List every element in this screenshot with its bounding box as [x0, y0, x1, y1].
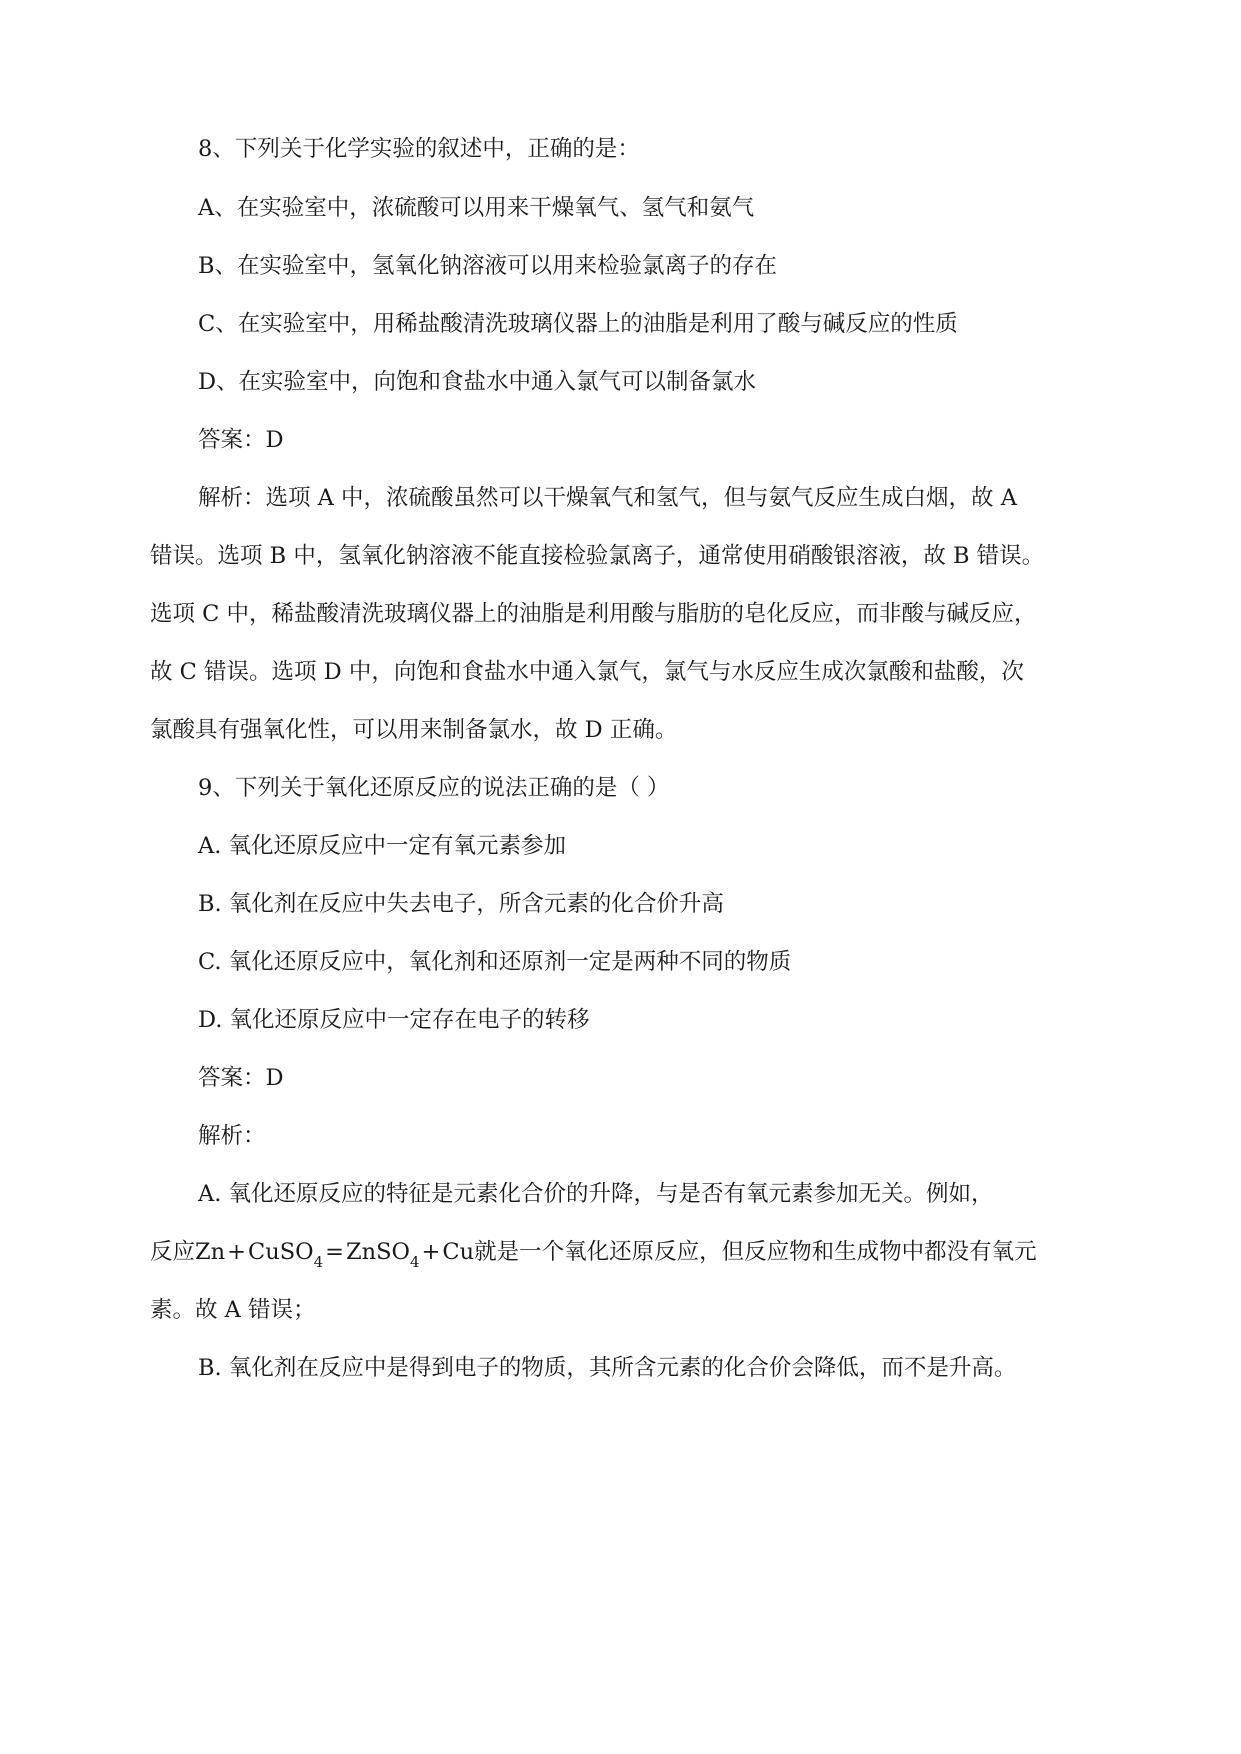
question-8-option-b: B、在实验室中，氢氧化钠溶液可以用来检验氯离子的存在 [198, 253, 778, 279]
question-8-option-d: D、在实验室中，向饱和食盐水中通入氯气可以制备氯水 [198, 369, 757, 395]
formula-plus: + [421, 1239, 441, 1265]
question-9-option-a: A. 氧化还原反应中一定有氧元素参加 [198, 833, 567, 859]
question-9-analysis-a-formula-line [150, 1237, 1037, 1269]
question-8-analysis-line: 氯酸具有强氧化性，可以用来制备氯水，故 D 正确。 [150, 717, 678, 743]
question-8-option-c: C、在实验室中，用稀盐酸清洗玻璃仪器上的油脂是利用了酸与碱反应的性质 [198, 311, 958, 337]
question-9-analysis-label: 解析： [198, 1123, 266, 1149]
formula-znso: ZnSO [345, 1239, 410, 1265]
formula-prefix: 反应 [150, 1239, 196, 1265]
formula-subscript: 4 [313, 1253, 324, 1271]
question-8-analysis-line: 错误。选项 B 中，氢氧化钠溶液不能直接检验氯离子，通常使用硝酸银溶液，故 B 错误。 [150, 543, 1045, 569]
formula-plus: + [227, 1239, 246, 1265]
question-9-option-c: C. 氧化还原反应中，氧化剂和还原剂一定是两种不同的物质 [198, 949, 792, 975]
question-9-analysis-a-line: 素。故 A 错误； [150, 1297, 316, 1323]
question-8-analysis-line: 解析：选项 A 中，浓硫酸虽然可以干燥氧气和氢气，但与氨气反应生成白烟，故 A [198, 485, 1017, 511]
question-8-answer: 答案：D [198, 427, 284, 453]
question-8-analysis-line: 故 C 错误。选项 D 中，向饱和食盐水中通入氯气，氯气与水反应生成次氯酸和盐酸，次 [150, 659, 1024, 685]
formula-subscript: 4 [409, 1253, 420, 1271]
question-8-option-a: A、在实验室中，浓硫酸可以用来干燥氧气、氢气和氨气 [198, 195, 755, 221]
question-8-text: 8、下列关于化学实验的叙述中，正确的是： [198, 136, 640, 162]
question-9-option-d: D. 氧化还原反应中一定存在电子的转移 [198, 1007, 590, 1033]
question-9-analysis-b-line: B. 氧化剂在反应中是得到电子的物质，其所含元素的化合价会降低，而不是升高。 [198, 1355, 1017, 1381]
formula-zn: Zn [195, 1239, 226, 1265]
formula-cu: Cu [442, 1239, 475, 1265]
formula-cuso: CuSO [248, 1239, 314, 1265]
formula-suffix: 就是一个氧化还原反应，但反应物和生成物中都没有氧元 [474, 1239, 1037, 1265]
formula-equals: = [325, 1239, 344, 1265]
question-8-analysis-line: 选项 C 中，稀盐酸清洗玻璃仪器上的油脂是利用酸与脂肪的皂化反应，而非酸与碱反应， [150, 601, 1037, 627]
question-9-option-b: B. 氧化剂在反应中失去电子，所含元素的化合价升高 [198, 891, 724, 917]
question-9-text: 9、下列关于氧化还原反应的说法正确的是（ ） [198, 775, 670, 801]
question-9-analysis-a-line: A. 氧化还原反应的特征是元素化合价的升降，与是否有氧元素参加无关。例如， [198, 1181, 994, 1207]
question-9-answer: 答案：D [198, 1065, 284, 1091]
